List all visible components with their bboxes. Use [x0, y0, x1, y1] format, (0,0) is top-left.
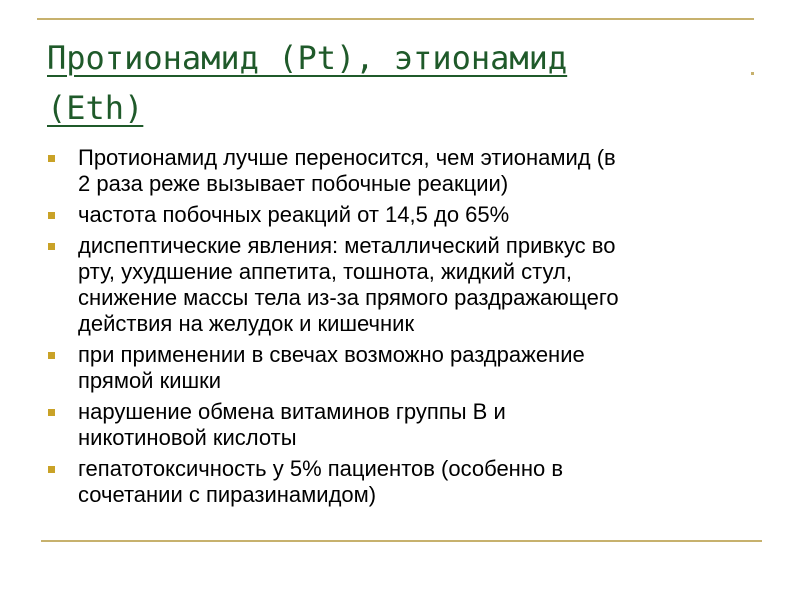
square-bullet-icon: [48, 155, 55, 162]
bullet-item-6: [48, 456, 753, 508]
square-bullet-icon: [48, 352, 55, 359]
bullet-4-line-1: при применении в свечах возможно раздражение: [78, 342, 585, 367]
bullet-5-line-1: нарушение обмена витаминов группы В и: [78, 399, 506, 424]
bullet-5-line-2: никотиновой кислоты: [78, 425, 297, 450]
slide-title: [47, 33, 747, 133]
bullet-4-line-2: прямой кишки: [78, 368, 222, 393]
bullet-item-3: [48, 233, 753, 337]
bullet-3-line-2: рту, ухудшение аппетита, тошнота, жидкий стул,: [78, 259, 572, 284]
slide-title-line-2: (Eth): [47, 89, 144, 127]
bullet-6-line-2: сочетании с пиразинамидом): [78, 482, 377, 507]
bullet-item-5: [48, 399, 753, 451]
bullet-item-2: [48, 202, 753, 228]
bullet-3-line-1: диспептические явления: металлический привкус во: [78, 233, 616, 258]
bullet-item-1: [48, 145, 753, 197]
square-bullet-icon: [48, 212, 55, 219]
slide-title-line-1: Протионамид (Pt), этионамид: [47, 39, 568, 77]
square-bullet-icon: [48, 409, 55, 416]
square-bullet-icon: [48, 243, 55, 250]
bullet-3-line-3: снижение массы тела из-за прямого раздражающего: [78, 285, 619, 310]
bullet-3-line-4: действия на желудок и кишечник: [78, 311, 415, 336]
rule-dot: [751, 72, 754, 75]
square-bullet-icon: [48, 466, 55, 473]
bullet-6-line-1: гепатотоксичность у 5% пациентов (особенно в: [78, 456, 564, 481]
bullet-1-line-1: Протионамид лучше переносится, чем этионамид (в: [78, 145, 616, 170]
top-rule: [37, 18, 754, 20]
bullet-2-line-1: частота побочных реакций от 14,5 до 65%: [78, 202, 510, 227]
bullet-list: [48, 145, 753, 513]
bullet-1-line-2: 2 раза реже вызывает побочные реакции): [78, 171, 509, 196]
bullet-item-4: [48, 342, 753, 394]
bottom-rule: [41, 540, 762, 542]
